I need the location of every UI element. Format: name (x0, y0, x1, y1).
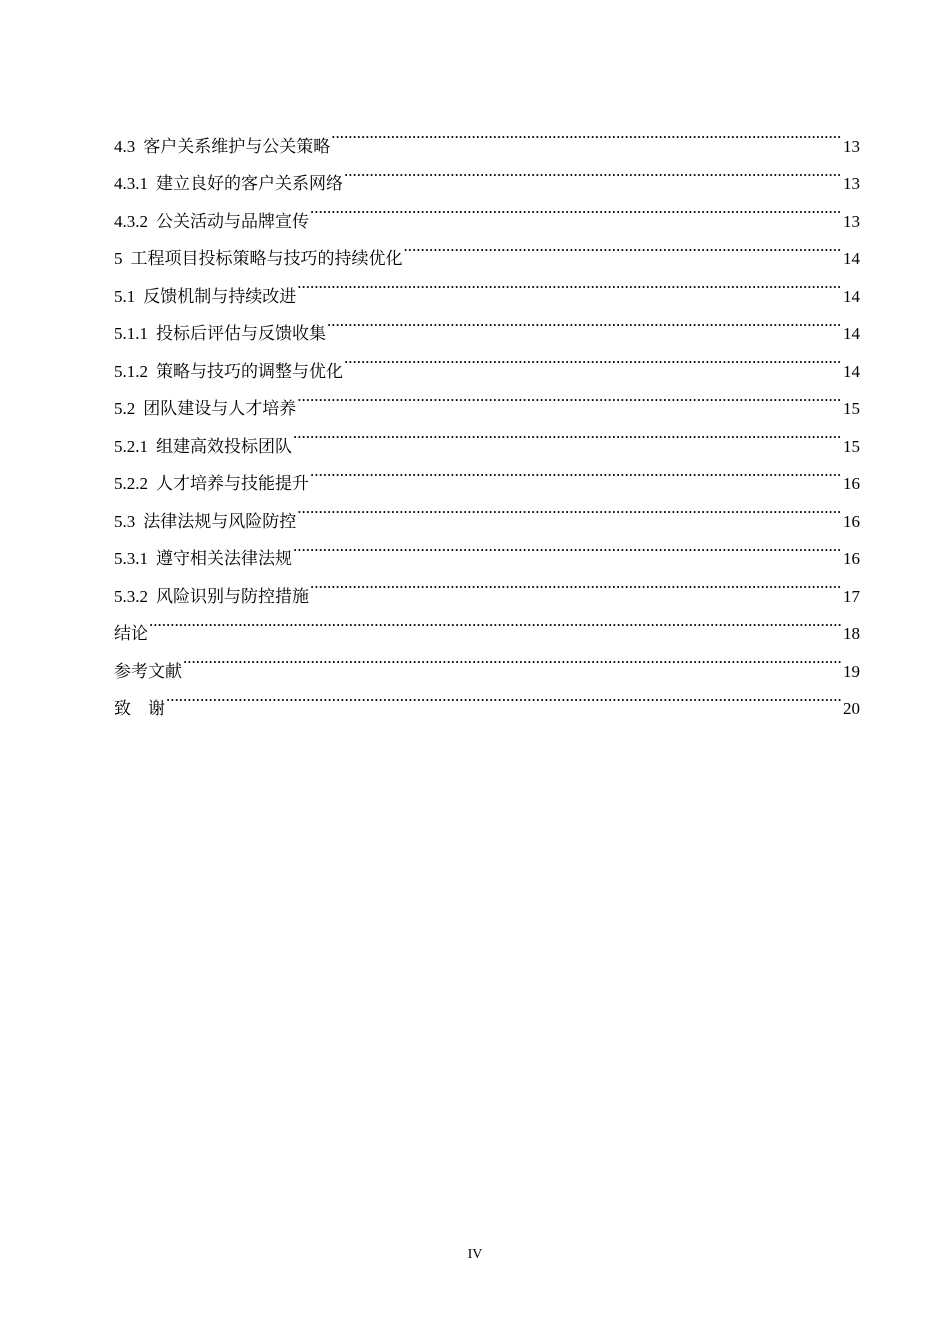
toc-entry-title: 遵守相关法律法规 (156, 549, 292, 568)
toc-entry-number: 5.3 (114, 511, 136, 531)
toc-entry-title: 参考文献 (114, 661, 182, 681)
toc-entry-page: 17 (843, 586, 860, 606)
toc-entry-number: 5.2.2 (114, 474, 148, 493)
toc-entry-page: 16 (843, 474, 860, 493)
toc-entry-number: 5 (114, 249, 123, 268)
toc-entry-page: 14 (843, 249, 860, 268)
toc-entry-number: 5.2 (114, 399, 136, 418)
toc-entry-title: 人才培养与技能提升 (156, 474, 309, 493)
toc-dot-leader (183, 639, 841, 677)
toc-dot-leader (293, 414, 841, 452)
toc-entry-title: 公关活动与品牌宣传 (156, 211, 309, 231)
toc-entry-number: 5.1 (114, 286, 136, 306)
toc-dot-leader (404, 227, 842, 265)
toc-dot-leader (344, 152, 841, 190)
toc-entry-title: 建立良好的客户关系网络 (156, 174, 343, 193)
toc-entry-page: 14 (843, 361, 860, 381)
toc-dot-leader (310, 189, 841, 227)
toc-entry-title: 客户关系维护与公关策略 (143, 136, 331, 156)
toc-dot-leader (344, 339, 841, 377)
toc-dot-leader (166, 677, 841, 715)
toc-dot-leader (331, 114, 841, 152)
toc-entry-number: 5.1.1 (114, 324, 148, 343)
toc-entry-page: 19 (843, 661, 860, 681)
toc-entry-title: 结论 (114, 624, 148, 643)
toc-entry-page: 16 (843, 549, 860, 568)
toc-entry-page: 13 (843, 174, 860, 193)
toc-dot-leader (297, 377, 841, 415)
toc-entry-number: 5.2.1 (114, 436, 148, 456)
toc-entry-page: 18 (843, 624, 860, 643)
toc-entry-title: 风险识别与防控措施 (156, 586, 309, 606)
toc-entry-page: 13 (843, 211, 860, 231)
toc-dot-leader (327, 302, 841, 340)
table-of-contents (114, 114, 860, 718)
toc-entry-title: 法律法规与风险防控 (143, 511, 297, 531)
toc-dot-leader (297, 489, 841, 527)
toc-entry-page: 13 (843, 136, 860, 156)
toc-dot-leader (297, 264, 841, 302)
toc-entry-number: 4.3.1 (114, 174, 148, 193)
toc-dot-leader (293, 527, 841, 565)
toc-entry-page: 14 (843, 324, 860, 343)
toc-entry-title: 组建高效投标团队 (156, 436, 292, 456)
toc-dot-leader (310, 452, 841, 490)
toc-entry-number: 5.1.2 (114, 361, 148, 381)
toc-entry-page: 14 (843, 286, 860, 306)
toc-entry-number: 4.3.2 (114, 211, 148, 231)
toc-entry-page: 16 (843, 511, 860, 531)
toc-entry-title: 致 谢 (114, 699, 165, 718)
toc-entry-title: 团队建设与人才培养 (143, 399, 297, 418)
page-number: IV (467, 1247, 483, 1262)
toc-entry-title: 工程项目投标策略与技巧的持续优化 (130, 249, 403, 268)
toc-entry-title: 策略与技巧的调整与优化 (156, 361, 343, 381)
toc-entry-number: 5.3.2 (114, 586, 148, 606)
toc-entry[interactable] (114, 677, 860, 718)
toc-entry-number: 4.3 (114, 136, 136, 156)
toc-dot-leader (149, 602, 841, 640)
toc-entry-page: 20 (843, 699, 860, 718)
toc-entry-page: 15 (843, 436, 860, 456)
toc-entry-number: 5.3.1 (114, 549, 148, 568)
toc-entry[interactable] (114, 602, 860, 643)
toc-entry[interactable] (114, 114, 860, 156)
toc-dot-leader (310, 564, 841, 602)
toc-entry-title: 反馈机制与持续改进 (143, 286, 297, 306)
toc-entry[interactable] (114, 639, 860, 681)
toc-entry-page: 15 (843, 399, 860, 418)
toc-entry-title: 投标后评估与反馈收集 (156, 324, 326, 343)
